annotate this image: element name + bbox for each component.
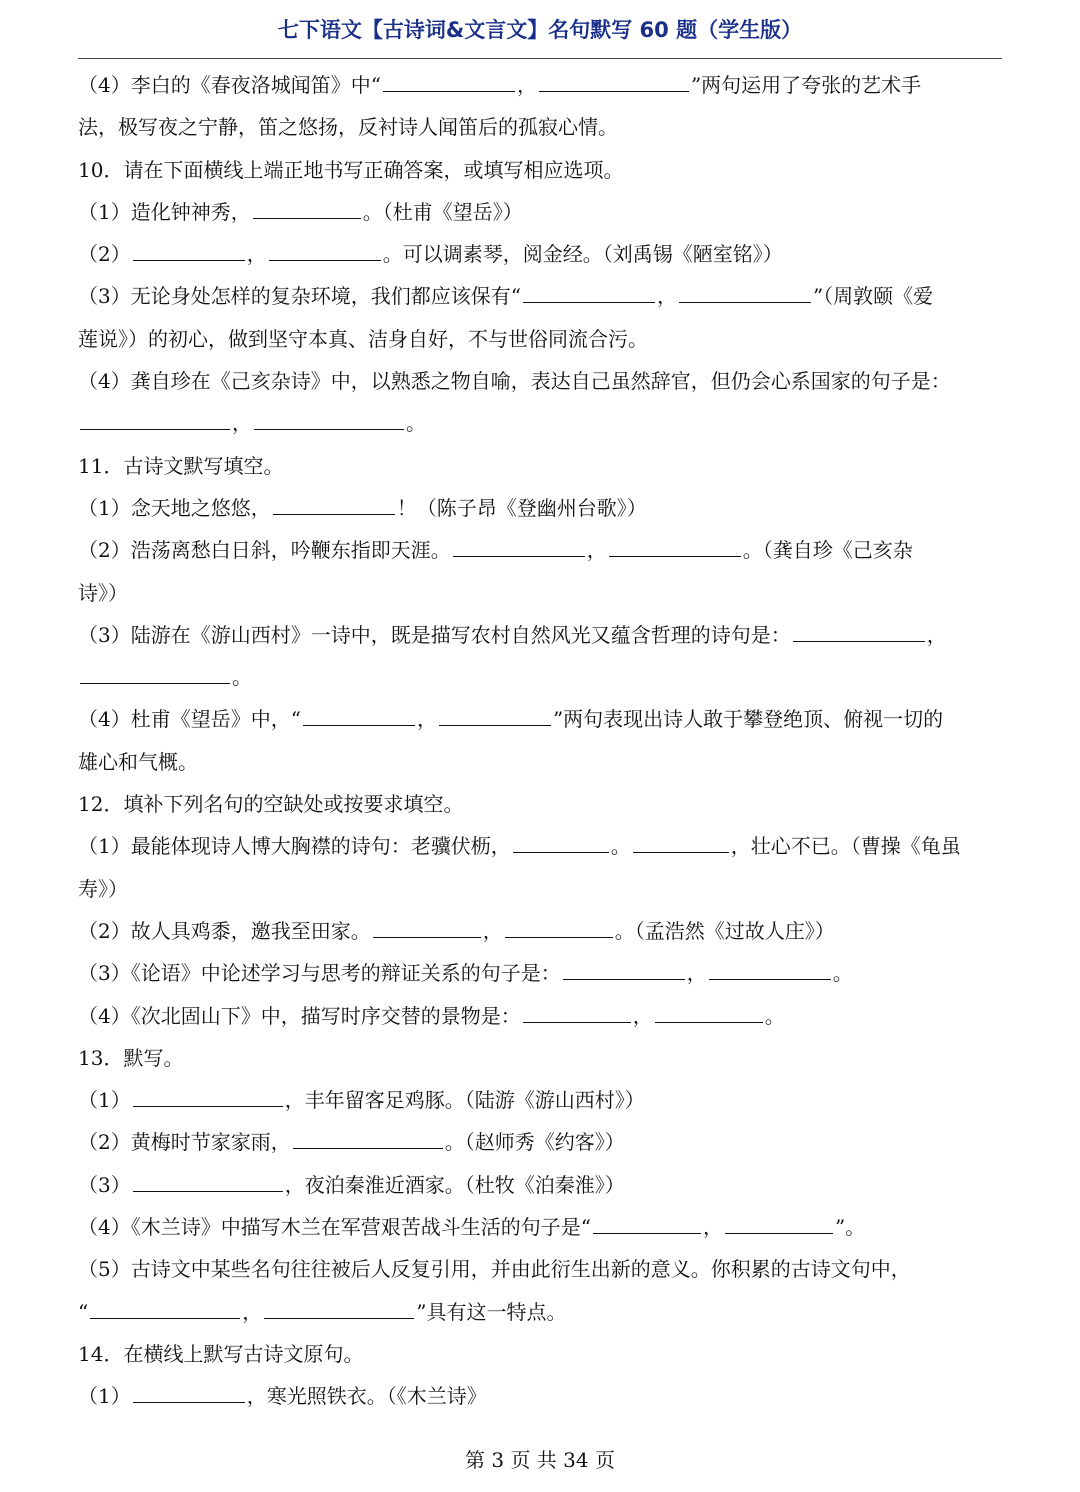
answer-blank[interactable] (80, 663, 230, 684)
text-line: （3） ，夜泊秦淮近酒家。（杜牧《泊秦淮》） (78, 1172, 625, 1197)
answer-blank[interactable] (269, 240, 381, 261)
text-line: 雄心和气概。 (78, 749, 198, 774)
text-line: （3）《论语》中论述学习与思考的辩证关系的句子是： ， 。 (78, 961, 853, 986)
question-heading: 12．填补下列名句的空缺处或按要求填空。 (78, 792, 464, 817)
answer-blank[interactable] (505, 917, 613, 938)
text-line: （4）《木兰诗》中描写木兰在军营艰苦战斗生活的句子是“ ， ”。 (78, 1215, 866, 1240)
answer-blank[interactable] (679, 282, 811, 303)
answer-blank[interactable] (633, 832, 729, 853)
answer-blank[interactable] (523, 1002, 631, 1023)
answer-blank[interactable] (133, 1382, 245, 1403)
answer-blank[interactable] (133, 1171, 283, 1192)
answer-blank[interactable] (80, 409, 230, 430)
answer-blank[interactable] (133, 240, 245, 261)
text-line: （2） ， 。可以调素琴，阅金经。（刘禹锡《陋室铭》） (78, 242, 783, 267)
header-divider (78, 58, 1002, 59)
text-line: （4）《次北固山下》中，描写时序交替的景物是： ， 。 (78, 1003, 785, 1028)
question-heading: 14．在横线上默写古诗文原句。 (78, 1341, 364, 1366)
answer-blank[interactable] (273, 494, 395, 515)
answer-blank[interactable] (513, 832, 609, 853)
answer-blank[interactable] (90, 1298, 240, 1319)
text-line: （1） ，丰年留客足鸡豚。（陆游《游山西村》） (78, 1088, 645, 1113)
text-line: 寿》） (78, 876, 128, 901)
text-line: （4）李白的《春夜洛城闻笛》中“ ， ”两句运用了夸张的艺术手 (78, 73, 922, 97)
text-line: （4）龚自珍在《己亥杂诗》中，以熟悉之物自喻，表达自己虽然辞官，但仍会心系国家的句子是： (78, 369, 951, 394)
question-heading: 11．古诗文默写填空。 (78, 453, 284, 478)
answer-blank[interactable] (593, 1213, 701, 1234)
answer-blank[interactable] (453, 536, 585, 557)
text-line: 。 (78, 656, 1002, 698)
answer-blank[interactable] (609, 536, 741, 557)
answer-blank[interactable] (264, 1298, 414, 1319)
text-line: （1）念天地之悠悠， ！（陈子昂《登幽州台歌》） (78, 495, 647, 520)
text-line: （2）浩荡离愁白日斜，吟鞭东指即天涯。 ， 。（龚自珍《己亥杂 (78, 538, 913, 563)
text-line: 莲说》）的初心，做到坚守本真、洁身自好，不与世俗同流合污。 (78, 326, 648, 351)
answer-blank[interactable] (709, 959, 831, 980)
text-line: （3）无论身处怎样的复杂环境，我们都应该保有“ ， ”（周敦颐《爱 (78, 284, 934, 309)
text-line: （1）造化钟神秀， 。（杜甫《望岳》） (78, 199, 523, 224)
text-line: （1）最能体现诗人博大胸襟的诗句：老骥伏枥， 。 ，壮心不已。（曹操《龟虽 (78, 834, 961, 859)
answer-blank[interactable] (383, 71, 515, 92)
answer-blank[interactable] (293, 1128, 443, 1149)
text-line: （4）杜甫《望岳》中，“ ， ”两句表现出诗人敢于攀登绝顶、俯视一切的 (78, 707, 944, 732)
text-line: 诗》） (78, 580, 128, 605)
answer-blank[interactable] (373, 917, 481, 938)
text-line: ， 。 (78, 402, 1002, 444)
answer-blank[interactable] (439, 705, 551, 726)
answer-blank[interactable] (725, 1213, 833, 1234)
text-line: （2）黄梅时节家家雨， 。（赵师秀《约客》） (78, 1130, 625, 1155)
text-line: （2）故人具鸡黍，邀我至田家。 ， 。（孟浩然《过故人庄》） (78, 918, 835, 943)
text-line: （1） ，寒光照铁衣。（《木兰诗》 (78, 1384, 487, 1409)
answer-blank[interactable] (133, 1086, 283, 1107)
page-header-title: 七下语文【古诗词&文言文】名句默写 60 题（学生版） (277, 18, 803, 42)
text-line: （5）古诗文中某些名句往往被后人反复引用，并由此衍生出新的意义。你积累的古诗文句中， (78, 1257, 911, 1282)
answer-blank[interactable] (523, 282, 655, 303)
question-heading: 13．默写。 (78, 1045, 184, 1070)
answer-blank[interactable] (793, 621, 925, 642)
question-content (78, 64, 1002, 1418)
answer-blank[interactable] (303, 705, 415, 726)
text-line: “ ， ”具有这一特点。 (78, 1299, 567, 1324)
answer-blank[interactable] (655, 1002, 763, 1023)
question-heading: 10．请在下面横线上端正地书写正确答案，或填写相应选项。 (78, 157, 624, 182)
answer-blank[interactable] (254, 409, 404, 430)
answer-blank[interactable] (563, 959, 685, 980)
text-line: （3）陆游在《游山西村》一诗中，既是描写农村自然风光又蕴含哲理的诗句是： ， (78, 622, 947, 647)
page-number: 第 3 页 共 34 页 (465, 1448, 615, 1472)
text-line: 法，极写夜之宁静，笛之悠扬，反衬诗人闻笛后的孤寂心情。 (78, 115, 618, 140)
answer-blank[interactable] (539, 71, 689, 92)
answer-blank[interactable] (253, 198, 361, 219)
